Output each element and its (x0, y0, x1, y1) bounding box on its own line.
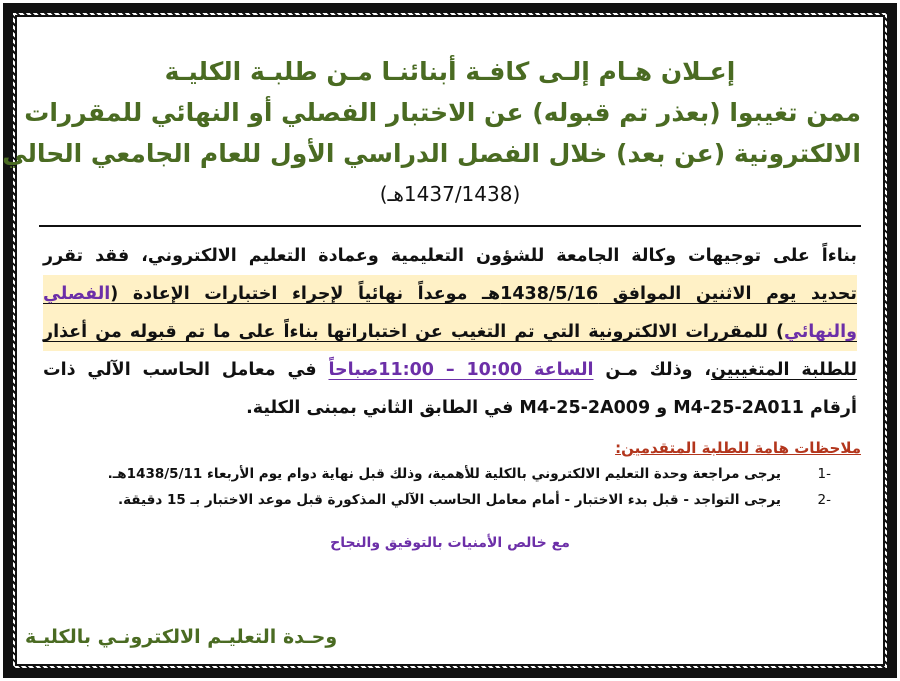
note-item (39, 461, 831, 487)
body-line-2 (43, 275, 857, 313)
announcement-heading (2, 51, 861, 215)
notes-title-text: ملاحظات هامة للطلبة المتقدمين: (615, 439, 861, 457)
absent-students: للطلبة المتغيبين (710, 360, 857, 380)
note-text: يرجى مراجعة وحدة التعليم الالكتروني بالكلية للأهمية، وذلك قبل نهاية دوام يوم الأربعاء 1438/5/11هـ. (107, 466, 781, 482)
heading-year: (1437/1438هـ) (379, 182, 521, 206)
heading-line-3: الالكترونية (عن بعد) خلال الفصل الدراسي الأول للعام الجامعي الحالي (2, 139, 861, 168)
body-line-3-text: ) للمقررات الالكترونية التي تم التغيب عن اختباراتها بناءاً على ما تم قبوله من أعذار (43, 322, 784, 342)
exam-type-final: والنهائي (784, 322, 857, 342)
announcement-panel (2, 15, 885, 666)
closing-wishes: مع خالص الأمنيات بالتوفيق والنجاح (330, 535, 570, 551)
body-line-2-text: تحديد يوم الاثنين الموافق 1438/5/16هـ موعداً نهائياً لإجراء اختبارات الإعادة ( (110, 284, 857, 304)
body-line-5: أرقام M4-25-2A011 و M4-25-2A009 في الطابق الثاني بمبنى الكلية. (246, 398, 857, 418)
announcement-body (39, 237, 861, 427)
signature: وحـدة التعليـم الالكترونـي بالكليـة (25, 626, 338, 648)
body-line-4-connector: ، وذلك مـن (593, 360, 711, 380)
body-line-4-location: في معامل الحاسب الآلي ذات (43, 360, 329, 380)
divider (39, 225, 861, 227)
note-number: -2 (817, 492, 831, 508)
note-text: يرجى التواجد - قبل بدء الاختبار - أمام معامل الحاسب الآلي المذكورة قبل موعد الاختبار بـ 15 دقيقة. (117, 492, 781, 508)
announcement-content (2, 37, 861, 650)
note-number: -1 (817, 466, 831, 482)
body-line-3 (43, 313, 857, 351)
note-item (39, 487, 831, 513)
body-line-1: بناءاً على توجيهات وكالة الجامعة للشؤون التعليمية وعمادة التعليم الالكتروني، فقد تقرر (43, 246, 857, 266)
notes-list (39, 461, 861, 513)
notes-title (39, 435, 861, 461)
exam-time: الساعة 10:00 – 11:00صباحاً (328, 360, 594, 380)
heading-line-2: ممن تغيبوا (بعذر تم قبوله) عن الاختبار الفصلي أو النهائي للمقررات (24, 98, 861, 127)
body-line-4 (43, 351, 857, 389)
heading-line-1: إعـلان هـام إلـى كافـة أبنائنـا مـن طلبـة الكليـة (164, 57, 736, 86)
exam-type-midterm: الفصلي (43, 284, 111, 304)
